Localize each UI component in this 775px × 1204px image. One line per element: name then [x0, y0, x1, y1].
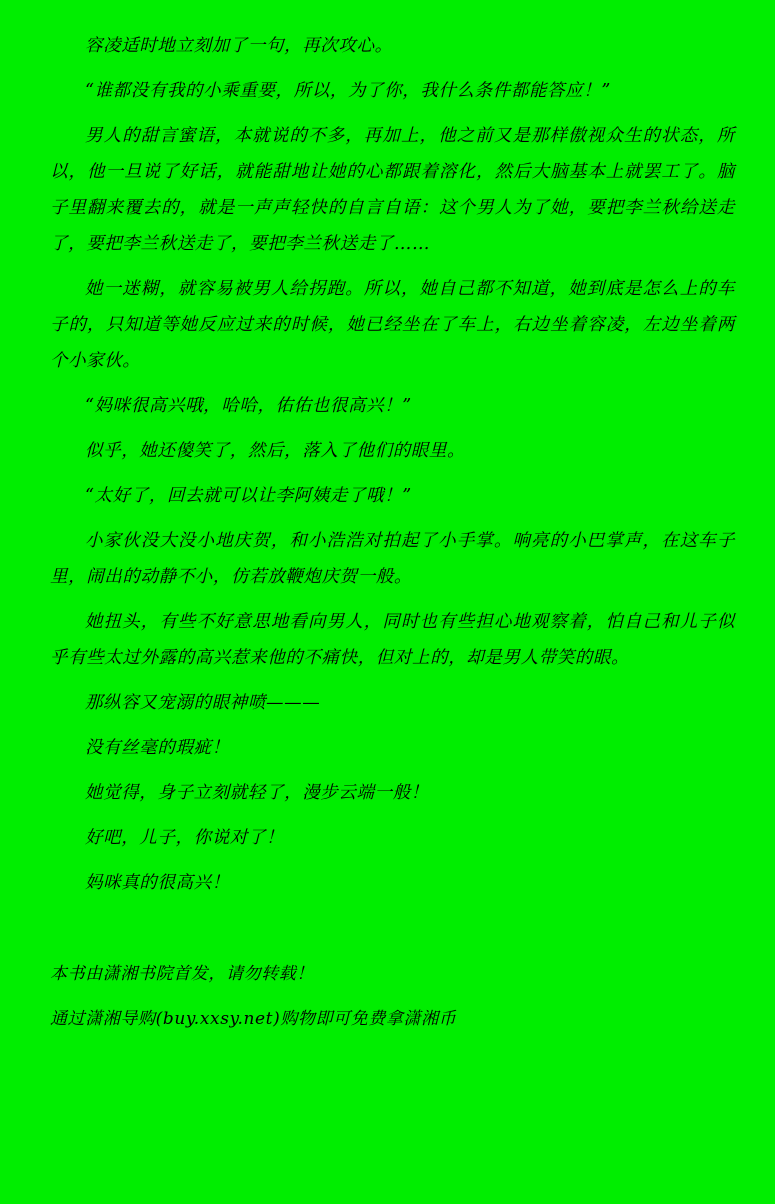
paragraph: 好吧，儿子，你说对了！: [85, 828, 285, 848]
paragraph: 容凌适时地立刻加了一句，再次攻心。: [85, 36, 393, 56]
paragraph: 似乎，她还傻笑了，然后，落入了他们的眼里。: [85, 441, 466, 461]
promo-notice: 通过潇湘导购(buy.xxsy.net)购物即可免费拿潇湘币: [50, 1009, 457, 1029]
paragraph: 那纵容又宠溺的眼神喷———: [85, 693, 321, 713]
paragraph: 没有丝毫的瑕疵！: [85, 738, 230, 758]
paragraph: 她扭头，有些不好意思地看向男人，同时也有些担心地观察着，怕自己和儿子似乎有些太过外露的高兴惹来他的不痛快，但对上的，却是男人带笑的眼。: [50, 612, 735, 668]
paragraph: “妈咪很高兴哦，哈哈，佑佑也很高兴！”: [85, 396, 412, 416]
paragraph: 她一迷糊，就容易被男人给拐跑。所以，她自己都不知道，她到底是怎么上的车子的，只知道等她反应过来的时候，她已经坐在了车上，右边坐着容凌，左边坐着两个小家伙。: [50, 279, 735, 371]
paragraph: 她觉得，身子立刻就轻了，漫步云端一般！: [85, 783, 429, 803]
footer-spacer: [50, 910, 735, 956]
paragraph: 男人的甜言蜜语，本就说的不多，再加上，他之前又是那样傲视众生的状态，所以，他一旦说了好话，就能甜地让她的心都跟着溶化，然后大脑基本上就罢工了。脑子里翻来覆去的，就是一声声轻快的自言自语：这个男人为了她，要把李兰秋给送走了，要把李兰秋送走了，要把李兰秋送走了……: [50, 126, 735, 254]
paragraph: “太好了，回去就可以让李阿姨走了哦！”: [85, 486, 412, 506]
copyright-notice: 本书由潇湘书院首发，请勿转载！: [50, 964, 314, 984]
paragraph: 小家伙没大没小地庆贺，和小浩浩对拍起了小手掌。响亮的小巴掌声，在这车子里，闹出的动静不小，仿若放鞭炮庆贺一般。: [50, 531, 735, 587]
paragraph: 妈咪真的很高兴！: [85, 873, 230, 893]
paragraph: “谁都没有我的小乘重要，所以，为了你，我什么条件都能答应！”: [85, 81, 611, 101]
